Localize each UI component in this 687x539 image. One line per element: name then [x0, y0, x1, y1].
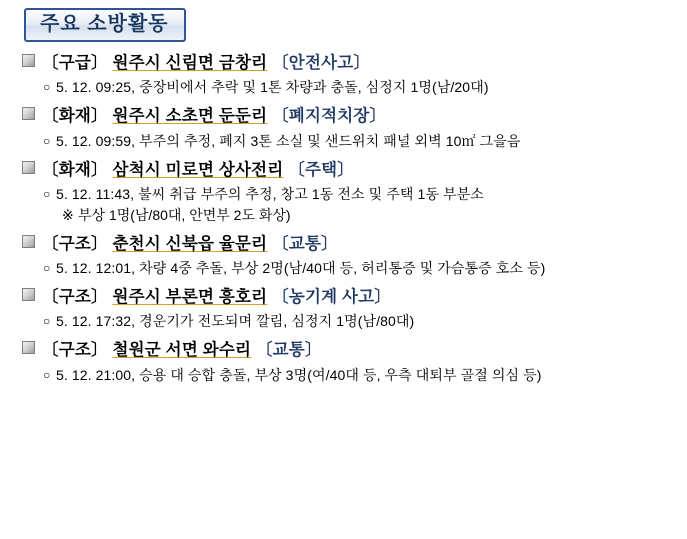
incident-place: 원주시 소초면 둔둔리 — [112, 107, 268, 126]
gray-square-bullet-icon — [22, 107, 35, 120]
gray-square-bullet-icon — [22, 288, 35, 301]
incident-body — [10, 184, 677, 226]
circle-bullet-icon: ○ — [43, 367, 51, 382]
incident-place: 철원군 서면 와수리 — [112, 341, 252, 360]
list-item — [10, 105, 677, 151]
gray-square-bullet-icon — [22, 161, 35, 174]
list-item — [10, 159, 677, 226]
incident-type: 〔폐지적치장〕 — [272, 107, 387, 126]
page-title: 주요 소방활동 — [40, 13, 169, 35]
incident-heading — [10, 286, 677, 308]
incident-type: 〔농기계 사고〕 — [272, 288, 391, 307]
gray-square-bullet-icon — [22, 341, 35, 354]
list-item — [10, 233, 677, 279]
incident-type: 〔안전사고〕 — [272, 54, 371, 72]
incident-type: 〔교통〕 — [255, 341, 322, 360]
incident-heading — [10, 52, 677, 74]
incident-detail: 5. 12. 21:00, 승용 대 승합 충돌, 부상 3명(여/40대 등, 우측 대퇴부 골절 의심 등) — [56, 366, 542, 383]
incident-body — [10, 311, 677, 332]
incident-detail: 5. 12. 17:32, 경운기가 전도되며 깔림, 심정지 1명(남/80대) — [56, 313, 415, 330]
incident-type: 〔주택〕 — [288, 160, 354, 179]
incident-category: 〔화재〕 — [42, 160, 108, 179]
incident-category: 〔구급〕 — [42, 54, 108, 72]
list-item — [10, 286, 677, 332]
list-item — [10, 339, 677, 385]
incident-place: 삼척시 미로면 상사전리 — [112, 160, 284, 179]
incident-body — [10, 77, 677, 98]
incident-heading — [10, 339, 677, 361]
page-title-box — [24, 8, 186, 42]
circle-bullet-icon: ○ — [43, 186, 51, 201]
circle-bullet-icon: ○ — [43, 261, 51, 276]
incident-place: 춘천시 신북읍 율문리 — [112, 234, 268, 253]
gray-square-bullet-icon — [22, 235, 35, 248]
incident-note: 부상 1명(남/80대, 안면부 2도 화상) — [78, 206, 291, 223]
incident-detail: 5. 12. 12:01, 차량 4중 추돌, 부상 2명(남/40대 등, 허리통증 및 가슴통증 호소 등) — [56, 260, 546, 277]
star-bullet-icon: ※ — [62, 206, 74, 223]
circle-bullet-icon: ○ — [43, 80, 51, 95]
incident-heading — [10, 105, 677, 127]
incident-detail: 5. 12. 09:25, 중장비에서 추락 및 1톤 차량과 충돌, 심정지 1명(남/20대) — [56, 79, 489, 96]
incident-detail: 5. 12. 11:43, 불씨 취급 부주의 추정, 창고 1동 전소 및 주택 1동 부분소 — [56, 185, 484, 202]
gray-square-bullet-icon — [22, 54, 35, 67]
incident-body — [10, 131, 677, 152]
incident-body — [10, 365, 677, 386]
circle-bullet-icon: ○ — [43, 133, 51, 148]
incident-place: 원주시 신림면 금창리 — [112, 54, 268, 72]
incident-category: 〔구조〕 — [42, 341, 108, 360]
circle-bullet-icon: ○ — [43, 314, 51, 329]
incident-detail: 5. 12. 09:59, 부주의 추정, 폐지 3톤 소실 및 샌드위치 패널 외벽 10㎡ 그을음 — [56, 132, 521, 149]
incident-heading — [10, 159, 677, 181]
incident-body — [10, 258, 677, 279]
incident-place: 원주시 부론면 흥호리 — [112, 288, 268, 307]
list-item — [10, 52, 677, 98]
incident-category: 〔구조〕 — [42, 234, 108, 253]
incident-category: 〔화재〕 — [42, 107, 108, 126]
incident-type: 〔교통〕 — [272, 234, 338, 253]
incident-heading — [10, 233, 677, 255]
incident-category: 〔구조〕 — [42, 288, 108, 307]
incident-list — [10, 52, 677, 386]
